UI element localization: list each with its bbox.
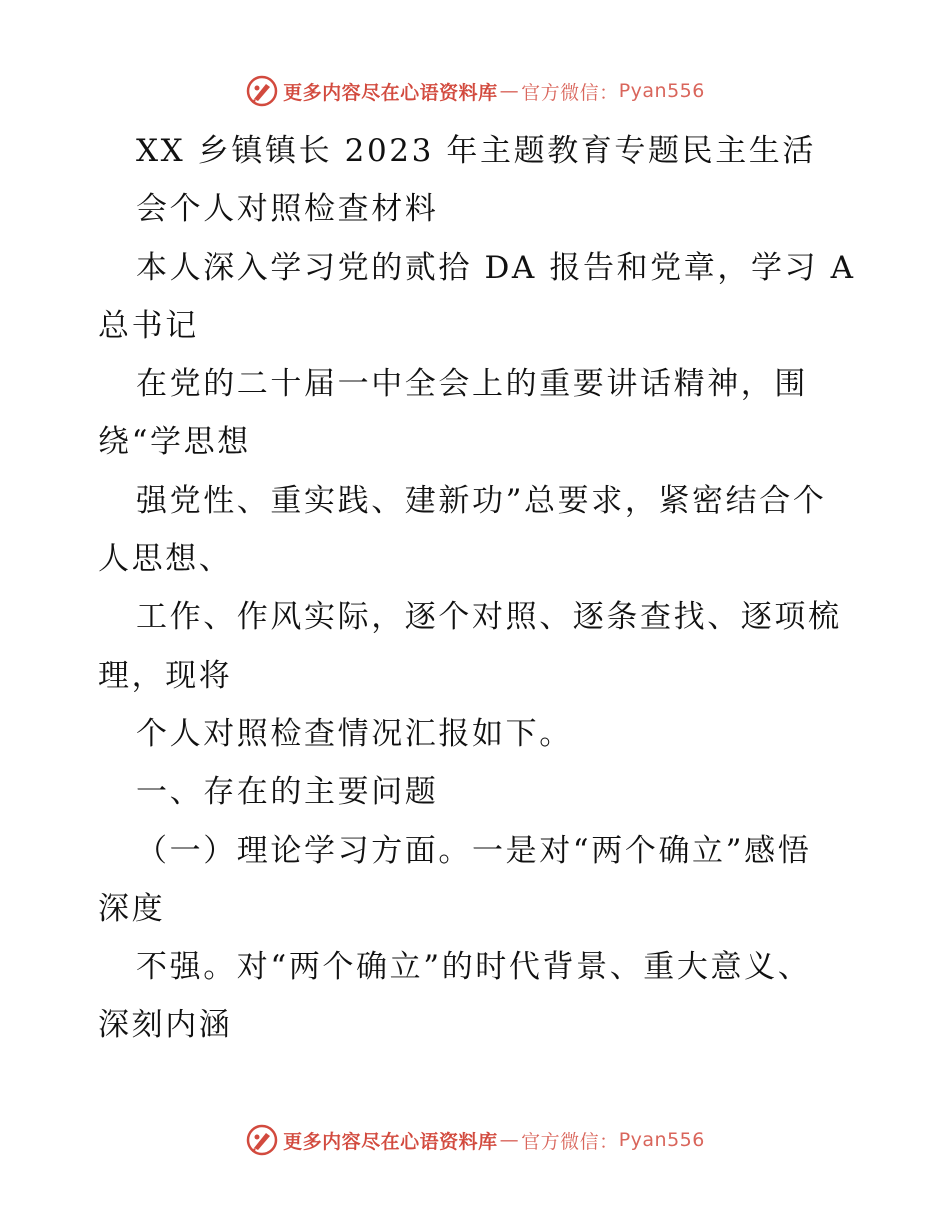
text-line: 在党的二十届一中全会上的重要讲话精神，围 xyxy=(136,366,808,403)
watermark-separator: — xyxy=(499,1129,520,1151)
text-line: 不强。对“两个确立”的时代背景、重大意义、 xyxy=(136,949,812,986)
text-line: 个人对照检查情况汇报如下。 xyxy=(136,715,573,752)
text-line: 会个人对照检查材料 xyxy=(136,191,439,228)
text-line: 强党性、重实践、建新功”总要求，紧密结合个 xyxy=(136,482,827,519)
watermark-wechat-id: Pyan556 xyxy=(618,80,705,102)
text-line: 深度 xyxy=(98,890,166,927)
pen-logo-icon xyxy=(245,74,279,108)
watermark-official-label: 官方微信： xyxy=(521,1130,619,1153)
watermark-main-text: 更多内容尽在心语资料库 xyxy=(283,81,498,104)
watermark-main-text: 更多内容尽在心语资料库 xyxy=(283,1130,498,1153)
document-body xyxy=(98,122,858,1055)
header-watermark xyxy=(0,71,950,111)
watermark-separator: — xyxy=(499,80,520,102)
text-line: XX 乡镇镇长 2023 年主题教育专题民主生活 xyxy=(136,133,816,169)
text-line: 本人深入学习党的贰拾 DA 报告和党章，学习 A xyxy=(136,249,856,286)
watermark-official-label: 官方微信： xyxy=(521,81,619,104)
text-line: 总书记 xyxy=(98,307,199,344)
text-line: （一）理论学习方面。一是对“两个确立”感悟 xyxy=(136,832,812,869)
text-line: 一、存在的主要问题 xyxy=(136,774,439,811)
text-line: 工作、作风实际，逐个对照、逐条查找、逐项梳 xyxy=(136,599,842,636)
text-line: 绕“学思想 xyxy=(98,424,251,461)
watermark-wechat-id: Pyan556 xyxy=(618,1129,705,1151)
text-line: 人思想、 xyxy=(98,541,233,578)
footer-watermark xyxy=(0,1120,950,1160)
text-line: 理，现将 xyxy=(98,657,233,694)
text-line: 深刻内涵 xyxy=(98,1007,233,1044)
pen-logo-icon xyxy=(245,1123,279,1157)
